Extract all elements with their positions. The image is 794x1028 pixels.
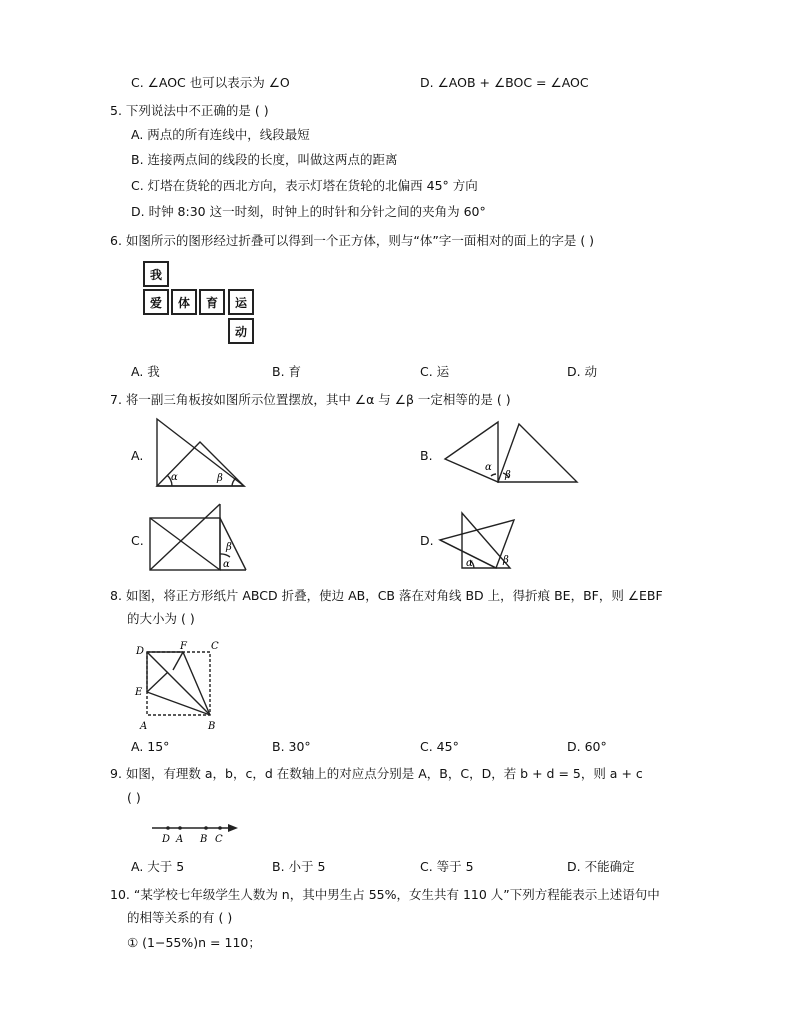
alpha-label: α [223,559,230,570]
point-a-label: A [176,834,184,845]
q6-option-a: A. 我 [131,364,160,379]
cube-face-yun: 运 [228,289,254,315]
alpha-label: α [466,558,473,569]
q7-option-c-label: C. [131,533,144,548]
beta-label: β [217,473,223,484]
q4-option-d: D. ∠AOB + ∠BOC = ∠AOC [420,75,589,90]
alpha-label: α [171,472,178,483]
q7-figure-c [146,502,251,574]
q7-option-b-label: B. [420,448,433,463]
q9-option-d: D. 不能确定 [567,859,635,874]
beta-label: β [503,555,509,566]
cube-face-yu: 育 [199,289,225,315]
q8-stem-line2: 的大小为 ( ) [127,611,195,626]
point-b-label: B [200,834,208,845]
q8-option-a: A. 15° [131,739,170,754]
q8-option-d: D. 60° [567,739,607,754]
point-d-label: D [162,834,171,845]
label-c: C [211,641,219,652]
q10-stem-line1: 10. “某学校七年级学生人数为 n，其中男生占 55%，女生共有 110 人”下列方程能表示上述语句中 [110,887,660,902]
number-line [150,820,240,848]
label-b: B [208,721,216,732]
q7-figure-a [150,415,250,490]
beta-label: β [505,470,511,481]
label-f: F [180,641,187,652]
q7-figure-b [443,418,583,486]
q8-option-b: B. 30° [272,739,311,754]
q8-option-c: C. 45° [420,739,459,754]
q7-option-d-label: D. [420,533,434,548]
q6-stem: 6. 如图所示的图形经过折叠可以得到一个正方体，则与“体”字一面相对的面上的字是 ( ) [110,233,595,248]
q5-option-b: B. 连接两点间的线段的长度，叫做这两点的距离 [131,152,398,167]
label-e: E [135,687,143,698]
label-a: A [140,721,148,732]
alpha-label: α [485,462,492,473]
q5-option-d: D. 时钟 8:30 这一时刻，时钟上的时针和分针之间的夹角为 60° [131,204,486,219]
q7-figure-d [436,510,536,572]
beta-label: β [226,542,232,553]
q5-option-c: C. 灯塔在货轮的西北方向，表示灯塔在货轮的北偏西 45° 方向 [131,178,478,193]
q5-stem: 5. 下列说法中不正确的是 ( ) [110,103,269,118]
q10-item-1: ① (1−55%)n = 110； [127,935,261,950]
q6-option-d: D. 动 [567,364,598,379]
q6-option-b: B. 育 [272,364,302,379]
cube-face-wo: 我 [143,261,169,287]
q7-option-a-label: A. [131,448,144,463]
cube-face-ai: 爱 [143,289,169,315]
cube-face-dong: 动 [228,318,254,344]
q9-stem-line1: 9. 如图，有理数 a，b，c，d 在数轴上的对应点分别是 A，B，C，D，若 b + d = 5，则 a + c [110,766,643,781]
q4-option-c: C. ∠AOC 也可以表示为 ∠O [131,75,290,90]
label-d: D [136,646,145,657]
q8-square-figure [133,638,228,738]
q9-option-c: C. 等于 5 [420,859,474,874]
cube-face-ti: 体 [171,289,197,315]
q9-option-b: B. 小于 5 [272,859,326,874]
q9-stem-line2: ( ) [127,790,141,805]
point-c-label: C [215,834,223,845]
q5-option-a: A. 两点的所有连线中，线段最短 [131,127,310,142]
q9-option-a: A. 大于 5 [131,859,185,874]
q8-stem-line1: 8. 如图，将正方形纸片 ABCD 折叠，使边 AB，CB 落在对角线 BD 上，得折痕 BE，BF，则 ∠EBF [110,588,663,603]
q7-stem: 7. 将一副三角板按如图所示位置摆放，其中 ∠α 与 ∠β 一定相等的是 ( ) [110,392,511,407]
q6-option-c: C. 运 [420,364,450,379]
q10-stem-line2: 的相等关系的有 ( ) [127,910,233,925]
